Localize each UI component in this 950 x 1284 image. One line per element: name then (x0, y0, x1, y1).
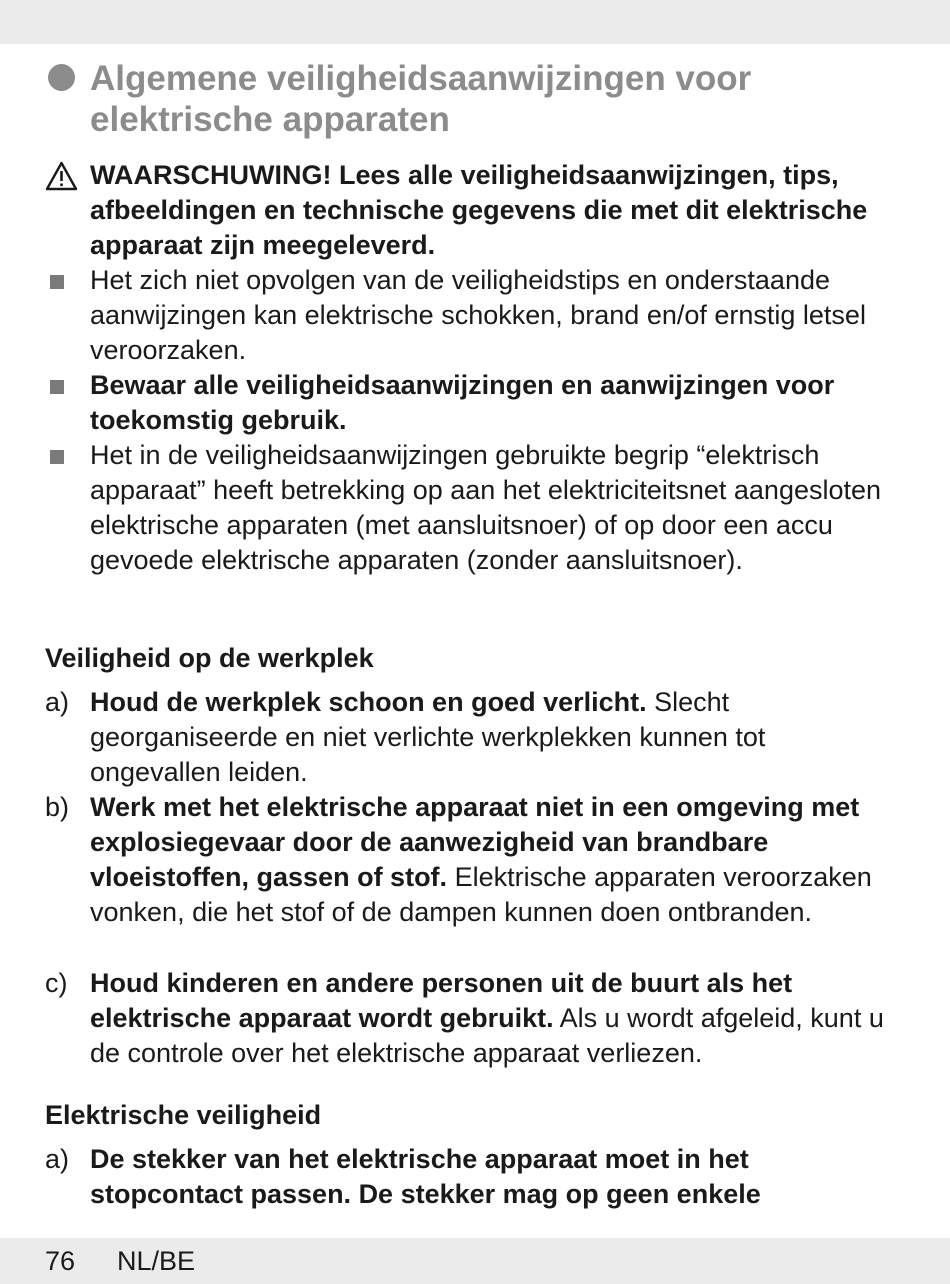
item-text: Elektrische apparaten veroorzaken vonken, die het stof of de dampen kunnen doen ontbranden. (90, 862, 872, 927)
item-bold-text: De stekker van het elektrische apparaat moet in het stopcontact passen. De stekker mag op geen enkele (90, 1144, 761, 1209)
list-item (90, 685, 890, 790)
item-marker: b) (45, 792, 70, 822)
square-bullet-icon (50, 450, 64, 464)
list-item (90, 790, 890, 930)
list-item: Het in de veiligheidsaanwijzingen gebruikte begrip “elektrisch apparaat” heeft betrekking op aan het elektriciteitsnet aangesloten elektrische apparaten (met aansluitsnoer) of op door een accu gevoede elektrische apparaten (zonder aansluitsnoer). (90, 440, 882, 575)
item-marker: a) (45, 1144, 70, 1174)
section-title: Algemene veiligheidsaanwijzingen voor elektrische apparaten (90, 59, 752, 139)
subheading-electrical: Elektrische veiligheid (45, 1100, 322, 1130)
warning-triangle-icon (45, 161, 78, 191)
region-label: NL/BE (117, 1246, 196, 1276)
square-bullet-icon (50, 275, 64, 289)
subheading-workplace: Veiligheid op de werkplek (45, 643, 374, 673)
top-band (0, 0, 950, 44)
list-item (90, 1142, 890, 1212)
item-marker: c) (45, 968, 68, 998)
item-text: Als u wordt afgeleid, kunt u de controle over het elektrische apparaat verliezen. (90, 1003, 884, 1068)
warning-paragraph (90, 158, 890, 263)
list-item (90, 966, 890, 1071)
item-bold-text: Werk met het elektrische apparaat niet in een omgeving met explosiegevaar door de aanwezigheid van brandbare vloeistoffen, gassen of stof. (90, 792, 860, 892)
item-bold-text: Houd kinderen en andere personen uit de buurt als het elektrische apparaat wordt gebruikt. (90, 968, 793, 1033)
warning-text: Lees alle veiligheidsaanwijzingen, tips, afbeeldingen en technische gegevens die met dit elektrische apparaat zijn meegeleverd. (90, 160, 868, 260)
item-bold-text: Houd de werkplek schoon en goed verlicht. (90, 687, 647, 717)
warning-label: WAARSCHUWING! (90, 160, 332, 190)
square-bullet-icon (50, 380, 64, 394)
filled-circle-icon (48, 64, 75, 91)
item-text: Slecht georganiseerde en niet verlichte werkplekken kunnen tot ongevallen leiden. (90, 687, 766, 787)
list-item: Het zich niet opvolgen van de veiligheidstips en onderstaande aanwijzingen kan elektrische schokken, brand en/of ernstig letsel veroorzaken. (90, 265, 866, 365)
item-marker: a) (45, 687, 70, 717)
page-number: 76 (45, 1246, 76, 1276)
list-item: Bewaar alle veiligheidsaanwijzingen en aanwijzingen voor toekomstig gebruik. (90, 370, 835, 435)
